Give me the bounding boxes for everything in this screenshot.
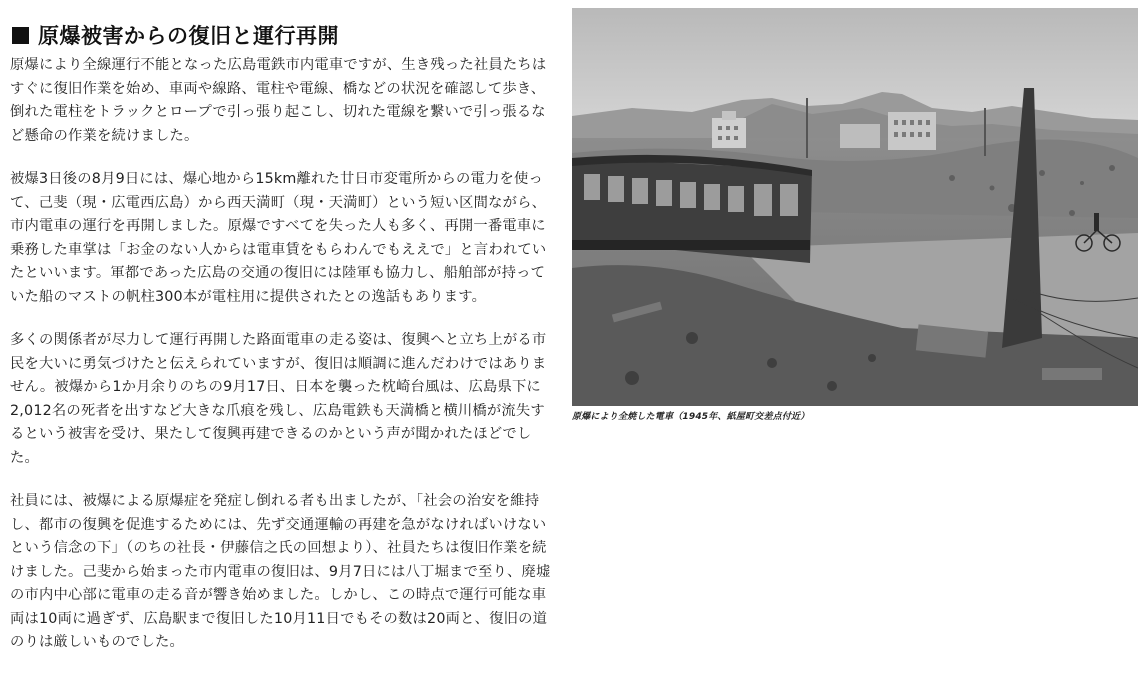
photo-caption: 原爆により全焼した電車（1945年、紙屋町交差点付近） bbox=[572, 412, 810, 422]
paragraph-2: 被爆3日後の8月9日には、爆心地から15km離れた廿日市変電所からの電力を使って、己斐（現・広電西広島）から西天満町（現・天満町）という短い区間ながら、市内電車の運行を再開しました。原爆ですべてを失った人も多く、再開一番電車に乗務した車掌は「お金のない人からは電車賃をもらわんでもええで」と言われていたといいます。軍都であった広島の交通の復旧には陸軍も協力し、船舶部が持っていた船のマストの帆柱300本が電柱用に提供されたとの逸話もあります。 bbox=[10, 171, 547, 305]
paragraph-3: 多くの関係者が尽力して運行再開した路面電車の走る姿は、復興へと立ち上がる市民を大いに勇気づけたと伝えられていますが、復旧は順調に進んだわけではありません。被爆から1か月余りのちの9月17日、日本を襲った枕崎台風は、広島県下に2,012名の死者を出すなど大きな爪痕を残し、広島電鉄も天満橋と横川橋が流失するという被害を受け、果たして復興再建できるのかという声が聞かれたほどでした。 bbox=[10, 332, 547, 466]
article bbox=[10, 20, 558, 675]
paragraph-1: 原爆により全線運行不能となった広島電鉄市内電車ですが、生き残った社員たちはすぐに復旧作業を始め、車両や線路、電柱や電線、橋などの状況を確認して歩き、倒れた電柱をトラックとロープで引っ張り起こし、切れた電線を繋いで引っ張るなど懸命の作業を続けました。 bbox=[10, 57, 547, 144]
ruined-streetcar-image bbox=[572, 8, 1138, 406]
section-title: 原爆被害からの復旧と運行再開 bbox=[38, 24, 339, 48]
square-bullet-icon bbox=[12, 27, 29, 44]
paragraph-4: 社員には、被爆による原爆症を発症し倒れる者も出ましたが、「社会の治安を維持し、都市の復興を促進するためには、先ず交通運輸の再建を急がなければいけないという信念の下」（のちの社長・伊藤信之氏の回想より）、社員たちは復旧作業を続けました。己斐から始まった市内電車の復旧は、9月7日には八丁堀まで至り、廃墟の市内中心部に電車の走る音が響き始めました。しかし、この時点で運行可能な車両は10両に過ぎず、広島駅まで復旧した10月11日でもその数は20両と、復旧の道のりは厳しいものでした。 bbox=[10, 493, 551, 650]
section-heading bbox=[10, 20, 558, 50]
streetcar-photo bbox=[572, 8, 1138, 406]
